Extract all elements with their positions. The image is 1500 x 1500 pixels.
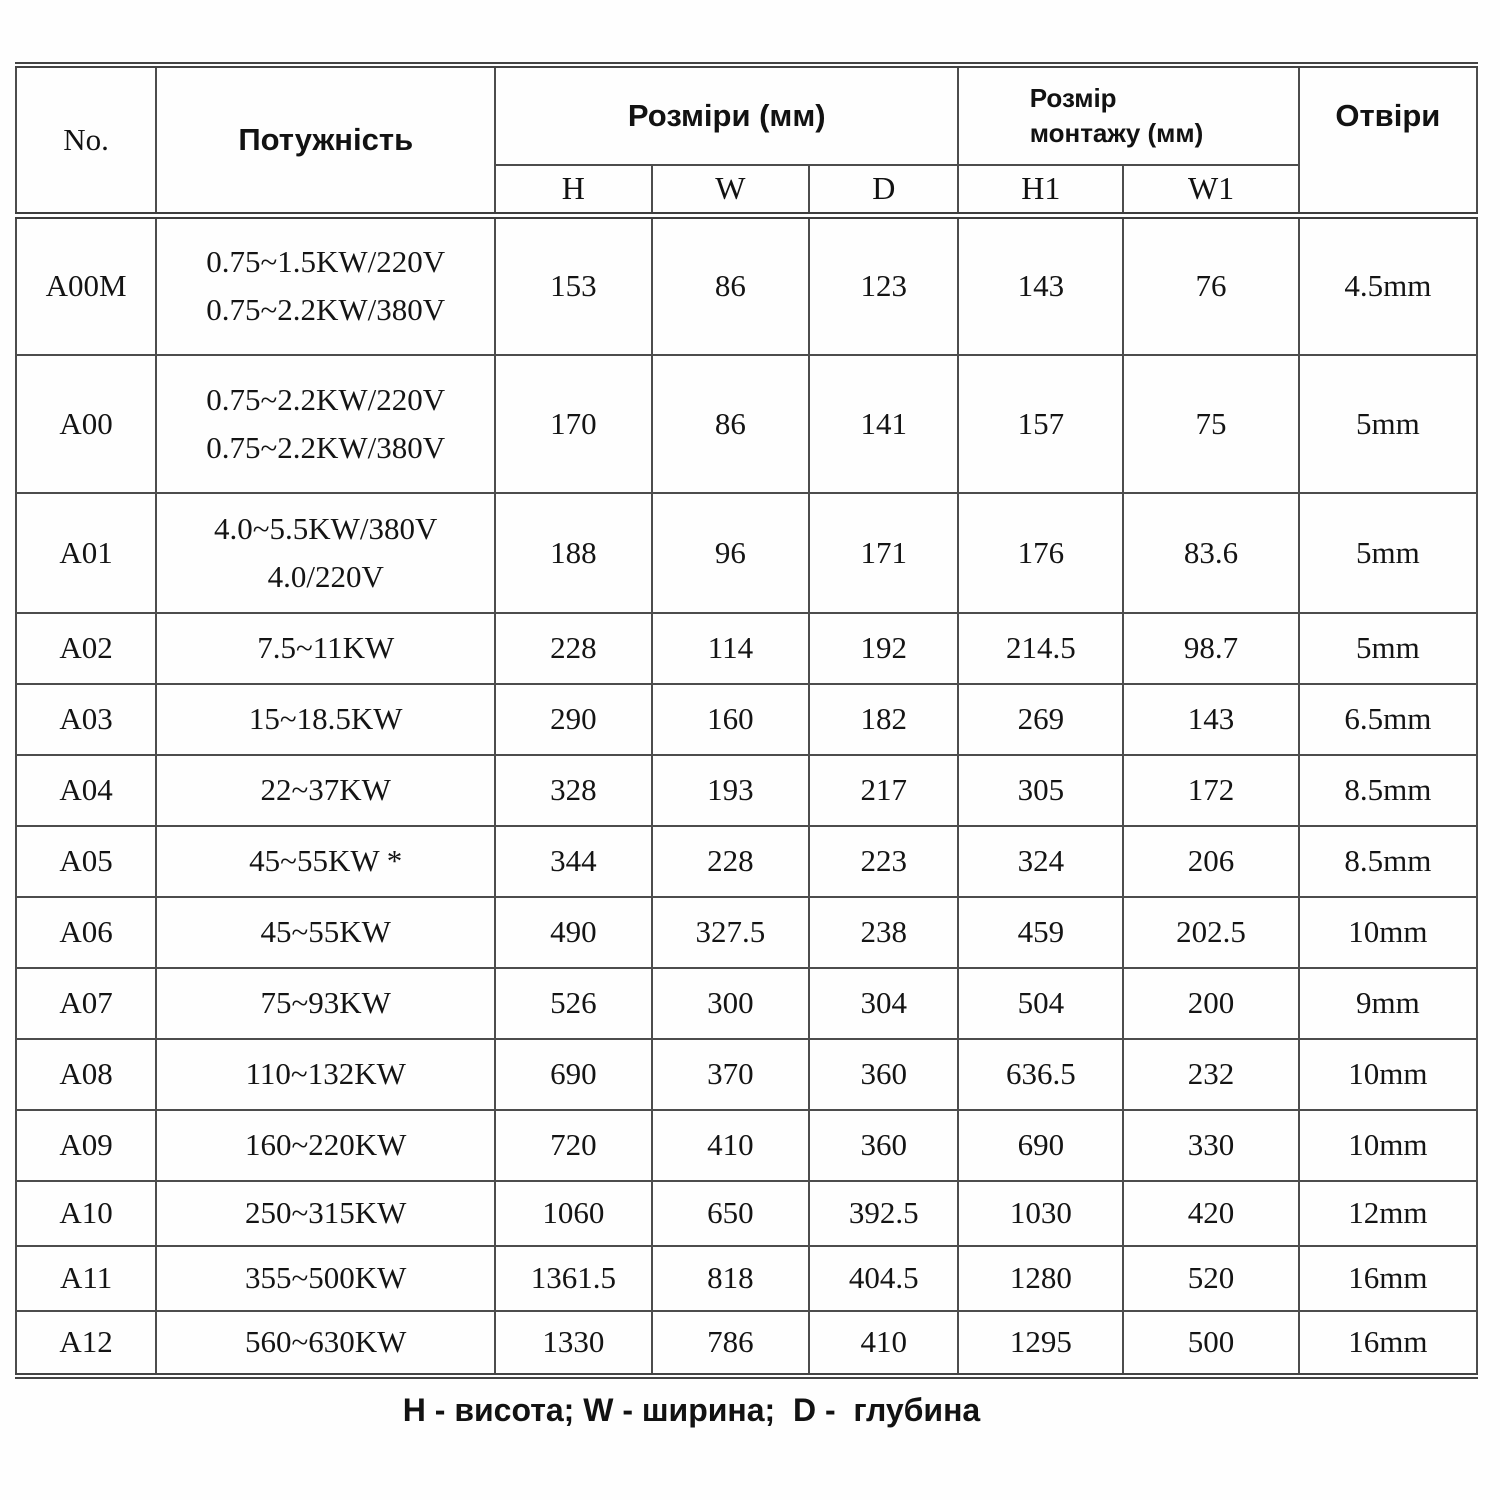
power-cell (156, 1039, 495, 1110)
cell-text: 404.5 (848, 1260, 919, 1296)
cell-text: 160 (707, 701, 754, 737)
cell-text: A08 (59, 1056, 113, 1092)
w-cell (652, 215, 810, 355)
power-cell (156, 355, 495, 493)
w-cell (652, 613, 810, 684)
power-cell (156, 684, 495, 755)
col-header-no: No. (16, 65, 156, 215)
cell-text: 188 (550, 534, 597, 570)
w1-cell (1123, 1246, 1298, 1311)
cell-text: 98.7 (1183, 630, 1239, 666)
table-row (16, 355, 1477, 493)
h1-cell (958, 1246, 1123, 1311)
cell-text: 12mm (1348, 1195, 1428, 1231)
d-cell (809, 826, 958, 897)
table-body (16, 215, 1477, 1376)
power-cell (156, 1311, 495, 1376)
col-header-d: D (809, 165, 958, 215)
cell-text: A11 (60, 1260, 113, 1296)
cell-text: A03 (59, 701, 113, 737)
cell-text: A05 (59, 843, 113, 879)
model-cell (16, 1110, 156, 1181)
table-header (16, 65, 1477, 215)
cell-text: 818 (707, 1260, 754, 1296)
cell-text: 10mm (1348, 1056, 1428, 1092)
h-cell (495, 1039, 651, 1110)
h1-cell (958, 826, 1123, 897)
cell-text: 1030 (1009, 1195, 1072, 1231)
d-cell (809, 684, 958, 755)
w-cell (652, 897, 810, 968)
table-row (16, 1039, 1477, 1110)
cell-text: 202.5 (1176, 914, 1246, 950)
cell-text: A00M (45, 268, 127, 304)
cell-text: 8.5mm (1344, 772, 1432, 808)
w1-cell (1123, 968, 1298, 1039)
w1-cell (1123, 1311, 1298, 1376)
cell-text: 720 (550, 1127, 597, 1163)
cell-text: 123 (860, 268, 908, 304)
cell-text: A06 (59, 914, 113, 950)
cell-text: A07 (59, 985, 113, 1021)
w1-cell (1123, 215, 1298, 355)
cell-text: 4.0~5.5KW/380V (214, 510, 438, 546)
d-cell (809, 1311, 958, 1376)
cell-text: 157 (1017, 405, 1065, 441)
w1-cell (1123, 493, 1298, 613)
cell-text: 4.5mm (1344, 268, 1432, 304)
cell-text: 45~55KW * (249, 843, 403, 879)
cell-text: 300 (707, 985, 754, 1021)
model-cell (16, 215, 156, 355)
cell-text: A12 (59, 1324, 113, 1360)
h1-cell (958, 1110, 1123, 1181)
cell-text: 360 (860, 1056, 908, 1092)
col-header-power: Потужність (156, 65, 495, 215)
hole-size-cell (1299, 755, 1477, 826)
cell-text: 75~93KW (260, 985, 391, 1021)
cell-text: 5mm (1355, 405, 1420, 441)
power-cell (156, 1110, 495, 1181)
model-cell (16, 826, 156, 897)
power-cell (156, 826, 495, 897)
d-cell (809, 897, 958, 968)
cell-text: A09 (59, 1127, 113, 1163)
h1-cell (958, 755, 1123, 826)
cell-text: 1295 (1009, 1324, 1072, 1360)
hole-size-cell (1299, 1039, 1477, 1110)
h-cell (495, 355, 651, 493)
cell-text: 217 (860, 772, 908, 808)
hole-size-cell (1299, 355, 1477, 493)
table-row (16, 1311, 1477, 1376)
model-cell (16, 684, 156, 755)
model-cell (16, 1311, 156, 1376)
cell-text: 328 (550, 772, 597, 808)
cell-text: 206 (1187, 843, 1235, 879)
hole-size-cell (1299, 1181, 1477, 1246)
d-cell (809, 968, 958, 1039)
cell-text: 690 (550, 1056, 597, 1092)
cell-text: 5mm (1355, 630, 1420, 666)
cell-text: 153 (550, 268, 597, 304)
w1-cell (1123, 1039, 1298, 1110)
cell-text: 160~220KW (245, 1127, 407, 1163)
w-cell (652, 355, 810, 493)
cell-text: A02 (59, 630, 113, 666)
cell-text: 504 (1017, 985, 1065, 1021)
cell-text: 305 (1017, 772, 1065, 808)
cell-text: 200 (1187, 985, 1235, 1021)
cell-text: 228 (550, 630, 597, 666)
h-cell (495, 493, 651, 613)
cell-text: 392.5 (848, 1195, 919, 1231)
cell-text: 420 (1187, 1195, 1235, 1231)
mounting-group-line1: Розмір (1029, 82, 1117, 113)
w-cell (652, 493, 810, 613)
cell-text: 193 (707, 772, 754, 808)
w-cell (652, 1246, 810, 1311)
hole-size-cell (1299, 826, 1477, 897)
cell-text: 0.75~1.5KW/220V (206, 244, 446, 280)
cell-text: 636.5 (1005, 1056, 1076, 1092)
cell-text: 1330 (542, 1324, 605, 1360)
h1-cell (958, 897, 1123, 968)
cell-text: 0.75~2.2KW/380V (206, 430, 446, 465)
h-cell (495, 897, 651, 968)
cell-text: 410 (860, 1324, 908, 1360)
h1-cell (958, 215, 1123, 355)
h1-cell (958, 613, 1123, 684)
w1-cell (1123, 826, 1298, 897)
h-cell (495, 684, 651, 755)
w1-cell (1123, 684, 1298, 755)
cell-text: 1361.5 (530, 1260, 616, 1296)
model-cell (16, 613, 156, 684)
w1-cell (1123, 755, 1298, 826)
d-cell (809, 1181, 958, 1246)
h-cell (495, 613, 651, 684)
header-row-groups (16, 65, 1477, 165)
dimensions-table (15, 62, 1478, 1379)
cell-text: 1060 (542, 1195, 605, 1231)
power-cell (156, 215, 495, 355)
cell-text: 192 (860, 630, 908, 666)
cell-text: 86 (714, 268, 746, 304)
cell-text: 143 (1187, 701, 1235, 737)
power-cell (156, 755, 495, 826)
d-cell (809, 355, 958, 493)
cell-text: 172 (1187, 772, 1235, 808)
cell-text: 490 (550, 914, 597, 950)
cell-text: 83.6 (1183, 534, 1239, 570)
cell-text: 459 (1017, 914, 1065, 950)
col-header-mounting-group (958, 65, 1298, 165)
model-cell (16, 355, 156, 493)
cell-text: 223 (860, 843, 908, 879)
cell-text: 650 (707, 1195, 754, 1231)
table-row (16, 755, 1477, 826)
d-cell (809, 1110, 958, 1181)
cell-text: A01 (59, 534, 113, 570)
legend-note: H - висота; W - ширина; D - глубина (402, 1392, 981, 1428)
model-cell (16, 755, 156, 826)
h1-cell (958, 684, 1123, 755)
cell-text: 410 (707, 1127, 754, 1163)
model-cell (16, 1039, 156, 1110)
col-header-w1: W1 (1123, 165, 1298, 215)
model-cell (16, 493, 156, 613)
table-row (16, 826, 1477, 897)
h-cell (495, 968, 651, 1039)
hole-size-cell (1299, 613, 1477, 684)
cell-text: 520 (1187, 1260, 1235, 1296)
w1-cell (1123, 1181, 1298, 1246)
cell-text: 141 (860, 405, 908, 441)
w1-cell (1123, 897, 1298, 968)
h1-cell (958, 1039, 1123, 1110)
model-cell (16, 897, 156, 968)
cell-text: 786 (707, 1324, 754, 1360)
col-header-h: H (495, 165, 651, 215)
cell-text: 355~500KW (245, 1260, 407, 1296)
cell-text: 324 (1017, 843, 1065, 879)
cell-text: 238 (860, 914, 908, 950)
col-header-h1: H1 (958, 165, 1123, 215)
w-cell (652, 1181, 810, 1246)
cell-text: 75 (1195, 405, 1227, 441)
cell-text: 9mm (1355, 985, 1420, 1021)
cell-text: 250~315KW (245, 1195, 407, 1231)
table-row (16, 493, 1477, 613)
h-cell (495, 755, 651, 826)
cell-text: 228 (707, 843, 754, 879)
table-row (16, 1181, 1477, 1246)
cell-text: 5mm (1355, 534, 1420, 570)
cell-text: 327.5 (695, 914, 766, 950)
d-cell (809, 1246, 958, 1311)
cell-text: 1280 (1009, 1260, 1072, 1296)
h1-cell (958, 355, 1123, 493)
cell-text: 0.75~2.2KW/380V (206, 292, 446, 328)
cell-text: 171 (860, 534, 908, 570)
cell-text: 214.5 (1005, 630, 1076, 666)
cell-text: 344 (550, 843, 597, 879)
power-cell (156, 1246, 495, 1311)
cell-text: 45~55KW (260, 914, 391, 950)
h-cell (495, 1246, 651, 1311)
cell-text: A10 (59, 1195, 113, 1231)
cell-text: 360 (860, 1127, 908, 1163)
cell-text: 269 (1017, 701, 1065, 737)
h-cell (495, 215, 651, 355)
table-row (16, 613, 1477, 684)
power-cell (156, 1181, 495, 1246)
d-cell (809, 215, 958, 355)
cell-text: 232 (1187, 1056, 1235, 1092)
cell-text: 10mm (1348, 914, 1428, 950)
table-row (16, 1110, 1477, 1181)
table-row (16, 897, 1477, 968)
cell-text: 330 (1187, 1127, 1235, 1163)
cell-text: 7.5~11KW (257, 630, 395, 666)
cell-text: 96 (714, 534, 746, 570)
cell-text: 500 (1187, 1324, 1235, 1360)
cell-text: 290 (550, 701, 597, 737)
h-cell (495, 1181, 651, 1246)
cell-text: 22~37KW (260, 772, 391, 808)
cell-text: A04 (59, 772, 113, 808)
cell-text: 143 (1017, 268, 1065, 304)
h1-cell (958, 493, 1123, 613)
w-cell (652, 1039, 810, 1110)
cell-text: 16mm (1348, 1324, 1428, 1360)
w-cell (652, 1311, 810, 1376)
cell-text: 0.75~2.2KW/220V (206, 381, 446, 417)
hole-size-cell (1299, 968, 1477, 1039)
cell-text: 15~18.5KW (248, 701, 403, 737)
h-cell (495, 1311, 651, 1376)
cell-text: 16mm (1348, 1260, 1428, 1296)
d-cell (809, 1039, 958, 1110)
power-cell (156, 493, 495, 613)
h1-cell (958, 968, 1123, 1039)
d-cell (809, 755, 958, 826)
cell-text: 6.5mm (1344, 701, 1432, 737)
cell-text: 110~132KW (245, 1056, 406, 1092)
model-cell (16, 968, 156, 1039)
w1-cell (1123, 1110, 1298, 1181)
cell-text: 10mm (1348, 1127, 1428, 1163)
cell-text: 170 (550, 405, 597, 441)
table-row (16, 1246, 1477, 1311)
hole-size-cell (1299, 684, 1477, 755)
w-cell (652, 684, 810, 755)
cell-text: 4.0/220V (267, 559, 384, 594)
cell-text: 176 (1017, 534, 1065, 570)
col-header-holes: Отвіри (1299, 65, 1477, 215)
power-cell (156, 613, 495, 684)
cell-text: 370 (707, 1056, 754, 1092)
w-cell (652, 826, 810, 897)
hole-size-cell (1299, 897, 1477, 968)
col-header-dimensions-group: Розміри (мм) (495, 65, 958, 165)
d-cell (809, 493, 958, 613)
hole-size-cell (1299, 493, 1477, 613)
power-cell (156, 968, 495, 1039)
hole-size-cell (1299, 1110, 1477, 1181)
cell-text: 526 (550, 985, 597, 1021)
cell-text: 76 (1195, 268, 1227, 304)
table-row (16, 968, 1477, 1039)
hole-size-cell (1299, 1246, 1477, 1311)
cell-text: 560~630KW (245, 1324, 407, 1360)
cell-text: 8.5mm (1344, 843, 1432, 879)
power-cell (156, 897, 495, 968)
model-cell (16, 1246, 156, 1311)
cell-text: 86 (714, 405, 746, 441)
w-cell (652, 968, 810, 1039)
w1-cell (1123, 613, 1298, 684)
d-cell (809, 613, 958, 684)
w-cell (652, 1110, 810, 1181)
hole-size-cell (1299, 1311, 1477, 1376)
w-cell (652, 755, 810, 826)
h1-cell (958, 1311, 1123, 1376)
mounting-group-line2: монтажу (мм) (1029, 118, 1204, 148)
cell-text: 690 (1017, 1127, 1065, 1163)
cell-text: 304 (860, 985, 908, 1021)
model-cell (16, 1181, 156, 1246)
hole-size-cell (1299, 215, 1477, 355)
cell-text: 114 (707, 630, 754, 666)
table-row (16, 684, 1477, 755)
h-cell (495, 826, 651, 897)
h-cell (495, 1110, 651, 1181)
cell-text: A00 (59, 405, 113, 441)
h1-cell (958, 1181, 1123, 1246)
w1-cell (1123, 355, 1298, 493)
cell-text: 182 (860, 701, 908, 737)
col-header-w: W (652, 165, 810, 215)
table-row (16, 215, 1477, 355)
